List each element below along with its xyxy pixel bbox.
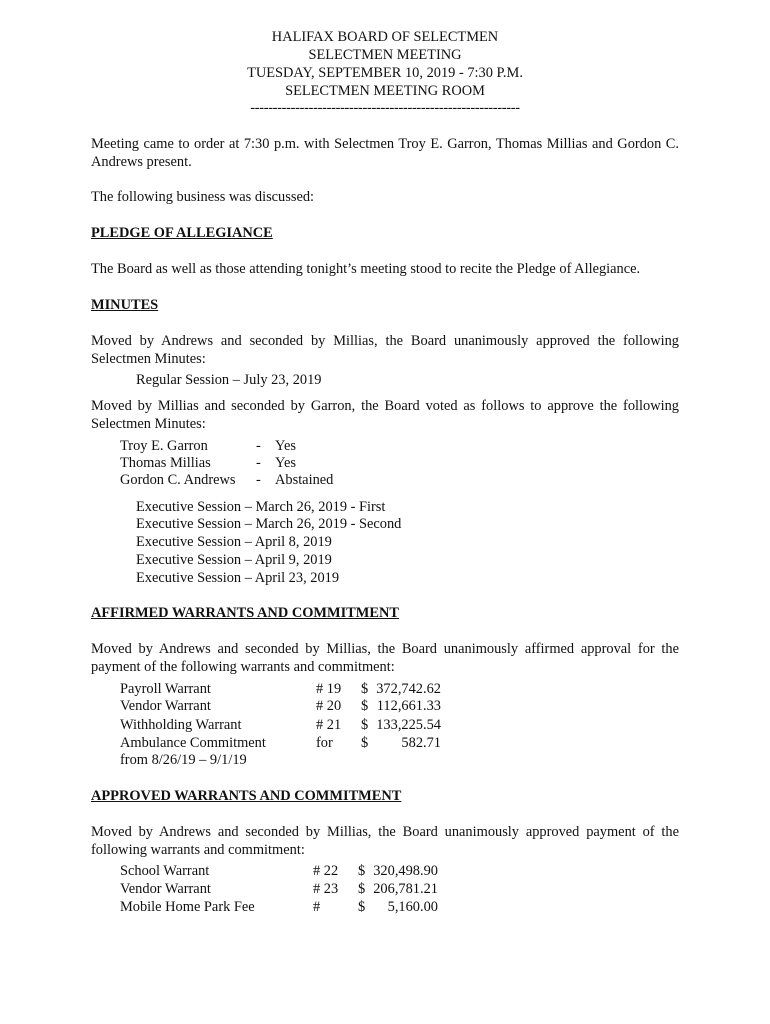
header-date: TUESDAY, SEPTEMBER 10, 2019 - 7:30 P.M. bbox=[247, 65, 523, 81]
warrant-name: Mobile Home Park Fee bbox=[120, 899, 255, 915]
vote-value: Yes bbox=[275, 455, 296, 471]
approved-heading: APPROVED WARRANTS AND COMMITMENT bbox=[91, 788, 402, 804]
warrant-name: Vendor Warrant bbox=[120, 698, 211, 714]
pledge-heading: PLEDGE OF ALLEGIANCE bbox=[91, 225, 273, 241]
session-item: Executive Session – March 26, 2019 - First bbox=[136, 499, 386, 515]
session-item: Executive Session – April 9, 2019 bbox=[136, 552, 332, 568]
warrant-name: School Warrant bbox=[120, 863, 210, 879]
minutes-regular-session: Regular Session – July 23, 2019 bbox=[136, 372, 322, 388]
affirmed-heading: AFFIRMED WARRANTS AND COMMITMENT bbox=[91, 605, 399, 621]
vote-dash: - bbox=[256, 455, 261, 471]
warrant-amount: 133,225.54 bbox=[376, 717, 441, 733]
header-divider: ------------------------------------------------------------ bbox=[250, 100, 520, 116]
vote-name: Thomas Millias bbox=[120, 455, 211, 471]
warrant-name: Ambulance Commitment bbox=[120, 735, 266, 751]
warrant-amount: 320,498.90 bbox=[373, 863, 438, 879]
warrant-currency: $ bbox=[361, 681, 369, 697]
warrant-name: Payroll Warrant bbox=[120, 681, 211, 697]
vote-dash: - bbox=[256, 472, 261, 488]
warrant-number: # 22 bbox=[313, 863, 339, 879]
header-location: SELECTMEN MEETING ROOM bbox=[285, 83, 485, 99]
warrant-number: for bbox=[316, 735, 333, 751]
session-item: Executive Session – April 23, 2019 bbox=[136, 570, 340, 586]
intro-business: The following business was discussed: bbox=[91, 189, 315, 205]
minutes-motion-1: Moved by Andrews and seconded by Millias, the Board unanimously approved the following Selectmen Minutes: bbox=[91, 333, 679, 367]
warrant-currency: $ bbox=[361, 717, 369, 733]
vote-value: Abstained bbox=[275, 472, 334, 488]
warrant-number: # bbox=[313, 899, 321, 915]
header-subtitle: SELECTMEN MEETING bbox=[308, 47, 462, 63]
warrant-amount: 112,661.33 bbox=[376, 698, 441, 714]
vote-dash: - bbox=[256, 438, 261, 454]
warrant-amount: 372,742.62 bbox=[376, 681, 441, 697]
session-item: Executive Session – March 26, 2019 - Second bbox=[136, 516, 402, 532]
warrant-currency: $ bbox=[361, 698, 369, 714]
minutes-motion-2: Moved by Millias and seconded by Garron, the Board voted as follows to approve the following Selectmen Minutes: bbox=[91, 398, 679, 432]
header-title: HALIFAX BOARD OF SELECTMEN bbox=[271, 29, 499, 45]
warrant-number: # 19 bbox=[316, 681, 342, 697]
commitment-date-range: from 8/26/19 – 9/1/19 bbox=[120, 752, 247, 768]
warrant-number: # 23 bbox=[313, 881, 339, 897]
vote-value: Yes bbox=[275, 438, 296, 454]
vote-name: Gordon C. Andrews bbox=[120, 472, 236, 488]
warrant-name: Withholding Warrant bbox=[120, 717, 242, 733]
warrant-currency: $ bbox=[358, 899, 366, 915]
warrant-number: # 21 bbox=[316, 717, 342, 733]
vote-name: Troy E. Garron bbox=[120, 438, 208, 454]
warrant-amount: 206,781.21 bbox=[373, 881, 438, 897]
warrant-name: Vendor Warrant bbox=[120, 881, 211, 897]
warrant-amount: 582.71 bbox=[401, 735, 441, 751]
affirmed-motion: Moved by Andrews and seconded by Millias, the Board unanimously affirmed approval for the payment of the following warrants and commitment: bbox=[91, 641, 679, 675]
warrant-currency: $ bbox=[358, 881, 366, 897]
session-item: Executive Session – April 8, 2019 bbox=[136, 534, 332, 550]
intro-paragraph: Meeting came to order at 7:30 p.m. with Selectmen Troy E. Garron, Thomas Millias and Gordon C. Andrews present. bbox=[91, 136, 679, 170]
warrant-amount: 5,160.00 bbox=[387, 899, 438, 915]
minutes-heading: MINUTES bbox=[91, 297, 159, 313]
warrant-number: # 20 bbox=[316, 698, 342, 714]
warrant-currency: $ bbox=[358, 863, 366, 879]
pledge-text: The Board as well as those attending tonight’s meeting stood to recite the Pledge of Allegiance. bbox=[91, 261, 641, 277]
approved-motion: Moved by Andrews and seconded by Millias, the Board unanimously approved payment of the following warrants and commitment: bbox=[91, 824, 679, 858]
warrant-currency: $ bbox=[361, 735, 369, 751]
